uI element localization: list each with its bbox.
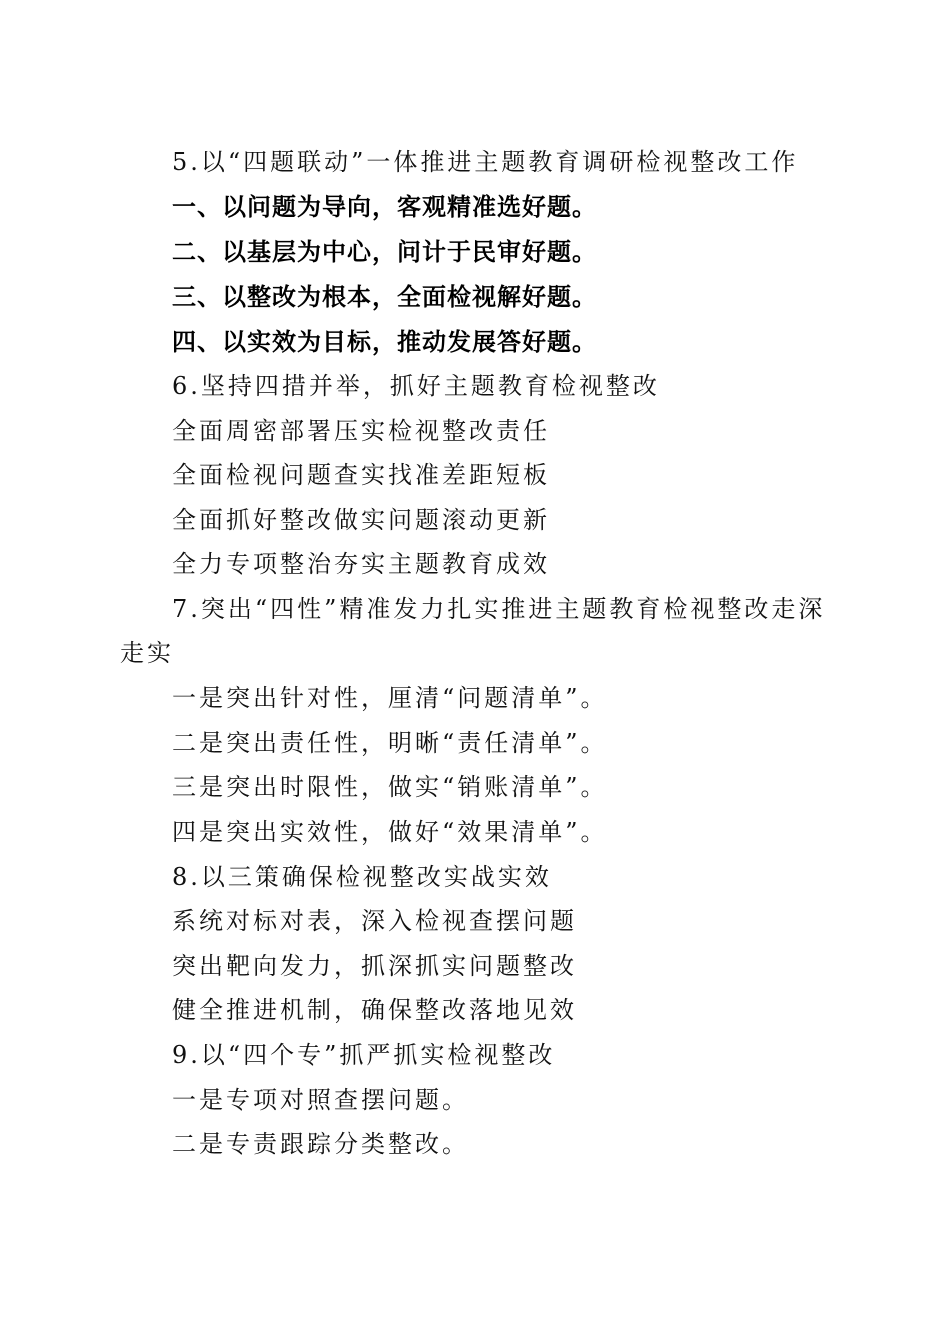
bold-point-2: 二、以基层为中心，问计于民审好题。	[172, 238, 597, 266]
heading-item-7: 7.突出“四性”精准发力扎实推进主题教育检视整改走深	[172, 595, 826, 623]
text-line: 系统对标对表，深入检视查摆问题	[172, 907, 577, 935]
text-line: 三是突出时限性，做实“销账清单”。	[172, 773, 608, 801]
heading-item-5: 5.以“四题联动”一体推进主题教育调研检视整改工作	[172, 148, 799, 176]
bold-point-4: 四、以实效为目标，推动发展答好题。	[172, 328, 597, 356]
text-line: 突出靶向发力，抓深抓实问题整改	[172, 952, 577, 980]
bold-point-1: 一、以问题为导向，客观精准选好题。	[172, 193, 597, 221]
text-line: 一是专项对照查摆问题。	[172, 1086, 469, 1114]
text-line: 全面检视问题查实找准差距短板	[172, 461, 550, 489]
text-line: 二是专责跟踪分类整改。	[172, 1130, 469, 1158]
text-line: 一是突出针对性，厘清“问题清单”。	[172, 684, 608, 712]
text-line: 四是突出实效性，做好“效果清单”。	[172, 818, 608, 846]
bold-point-3: 三、以整改为根本，全面检视解好题。	[172, 283, 597, 311]
heading-item-7-continuation: 走实	[120, 639, 174, 667]
text-line: 全面周密部署压实检视整改责任	[172, 417, 550, 445]
heading-item-8: 8.以三策确保检视整改实战实效	[172, 863, 552, 891]
text-line: 全力专项整治夯实主题教育成效	[172, 550, 550, 578]
text-line: 全面抓好整改做实问题滚动更新	[172, 506, 550, 534]
text-line: 二是突出责任性，明晰“责任清单”。	[172, 729, 608, 757]
heading-item-9: 9.以“四个专”抓严抓实检视整改	[172, 1041, 556, 1069]
text-line: 健全推进机制，确保整改落地见效	[172, 996, 577, 1024]
heading-item-6: 6.坚持四措并举，抓好主题教育检视整改	[172, 372, 660, 400]
